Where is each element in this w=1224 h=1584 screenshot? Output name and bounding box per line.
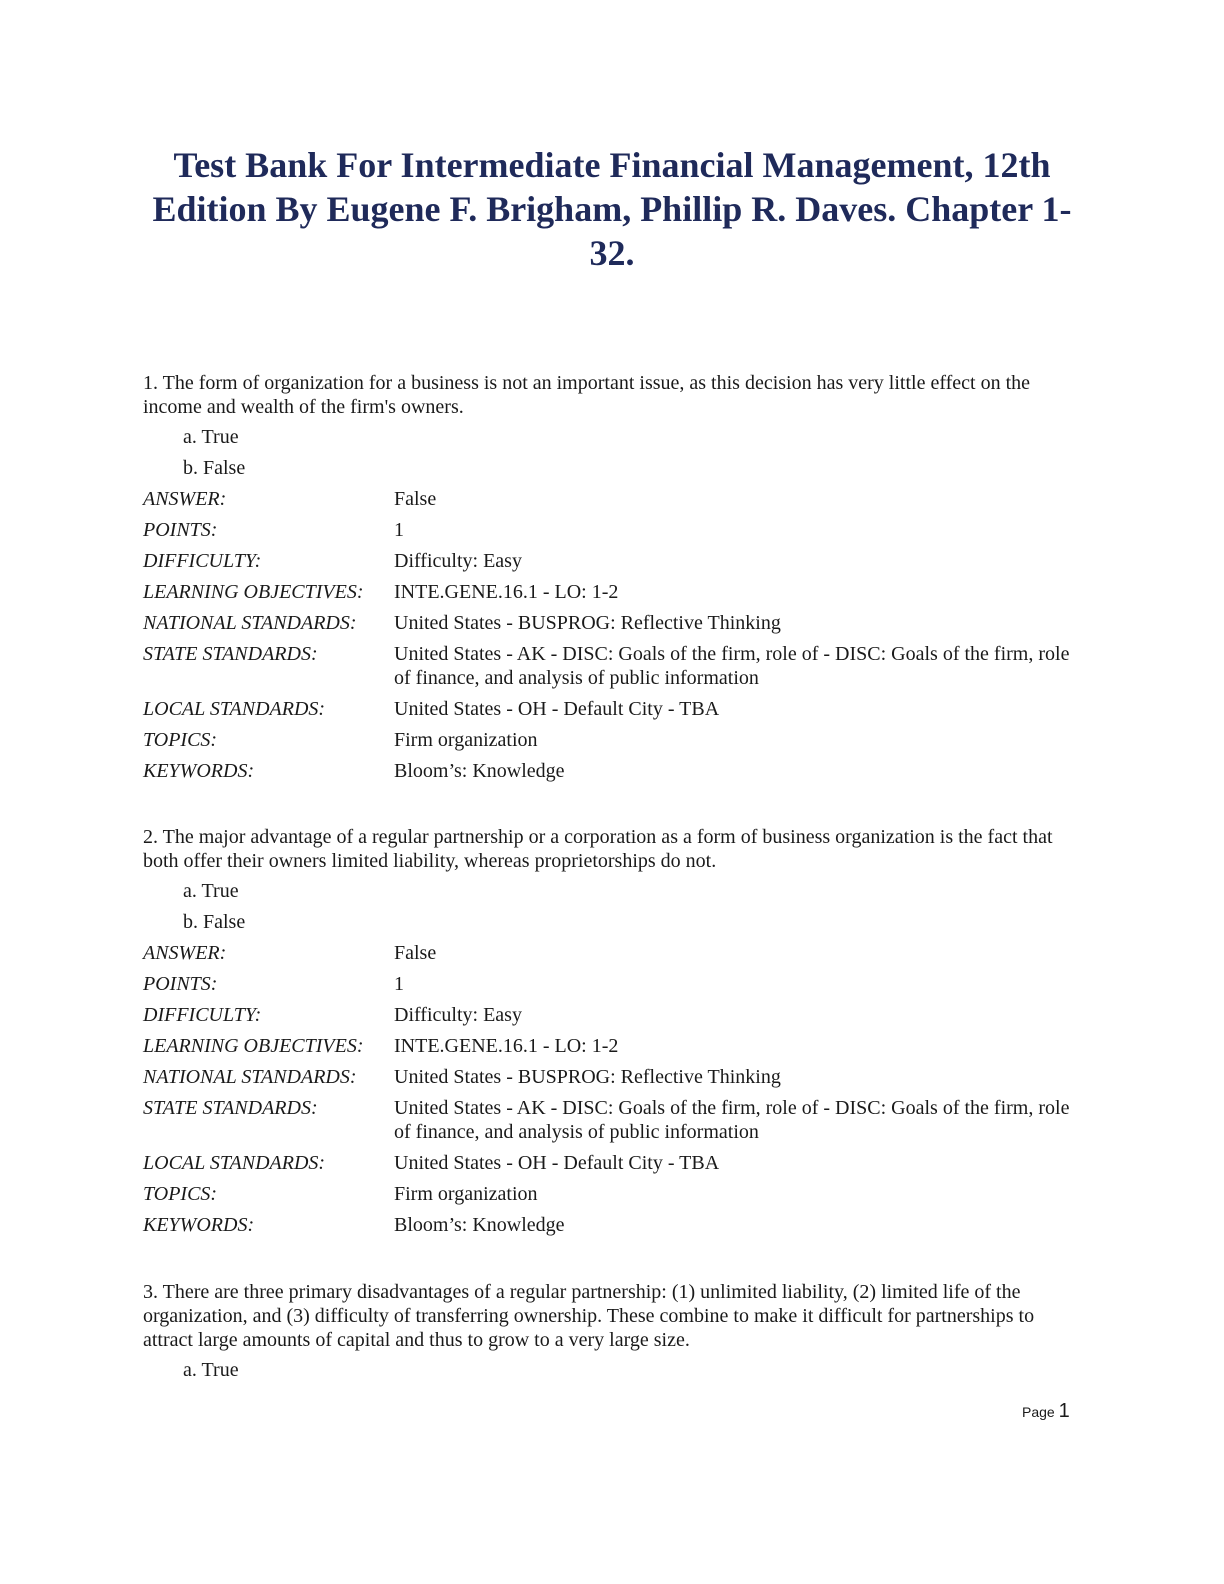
question-metadata: [143, 484, 1083, 787]
meta-local-standards: [143, 694, 1083, 725]
answer-options: [143, 1355, 1083, 1386]
page-label: Page: [1022, 1404, 1055, 1420]
question-1: [143, 371, 1083, 787]
meta-value: Firm organization: [394, 1183, 538, 1205]
meta-value: Bloom’s: Knowledge: [394, 760, 565, 782]
meta-label: TOPICS:: [143, 1183, 218, 1205]
meta-difficulty: [143, 1000, 1083, 1031]
meta-value: False: [394, 942, 437, 964]
question-2: [143, 825, 1083, 1241]
meta-value: United States - OH - Default City - TBA: [394, 698, 720, 720]
meta-value: Difficulty: Easy: [394, 550, 522, 572]
meta-label: ANSWER:: [143, 942, 227, 964]
question-metadata: [143, 938, 1083, 1241]
meta-value: United States - BUSPROG: Reflective Thinking: [394, 1066, 781, 1088]
meta-label: TOPICS:: [143, 729, 218, 751]
meta-label: LOCAL STANDARDS:: [143, 1152, 326, 1174]
meta-label: NATIONAL STANDARDS:: [143, 612, 357, 634]
meta-value: Firm organization: [394, 729, 538, 751]
answer-options: [143, 876, 1083, 938]
meta-value: United States - AK - DISC: Goals of the firm, role of - DISC: Goals of the firm, role of finance, and analysis of public information: [394, 1097, 1070, 1143]
question-stem: 2. The major advantage of a regular partnership or a corporation as a form of business organization is the fact that both offer their owners limited liability, whereas proprietorships do not.: [143, 826, 1053, 872]
meta-state-standards: [143, 1093, 1083, 1148]
question-3: [143, 1280, 1083, 1386]
meta-value: False: [394, 488, 437, 510]
meta-value: INTE.GENE.16.1 - LO: 1-2: [394, 581, 619, 603]
meta-difficulty: [143, 546, 1083, 577]
meta-label: POINTS:: [143, 973, 218, 995]
meta-topics: [143, 1179, 1083, 1210]
meta-value: Bloom’s: Knowledge: [394, 1214, 565, 1236]
meta-label: DIFFICULTY:: [143, 550, 262, 572]
meta-label: LEARNING OBJECTIVES:: [143, 581, 364, 603]
meta-local-standards: [143, 1148, 1083, 1179]
meta-learning-objectives: [143, 577, 1083, 608]
meta-label: STATE STANDARDS:: [143, 643, 318, 665]
meta-answer: [143, 484, 1083, 515]
page-number: [1022, 1400, 1070, 1423]
meta-topics: [143, 725, 1083, 756]
meta-value: 1: [394, 519, 404, 541]
meta-value: 1: [394, 973, 404, 995]
answer-options: [143, 422, 1083, 484]
meta-keywords: [143, 756, 1083, 787]
meta-label: KEYWORDS:: [143, 760, 255, 782]
meta-keywords: [143, 1210, 1083, 1241]
option-a: a. True: [183, 426, 239, 448]
meta-label: NATIONAL STANDARDS:: [143, 1066, 357, 1088]
meta-answer: [143, 938, 1083, 969]
document-title: Test Bank For Intermediate Financial Management, 12th Edition By Eugene F. Brigham, Phillip R. Daves. Chapter 1-32.: [152, 145, 1072, 273]
meta-value: United States - OH - Default City - TBA: [394, 1152, 720, 1174]
meta-value: INTE.GENE.16.1 - LO: 1-2: [394, 1035, 619, 1057]
option-b: b. False: [183, 457, 246, 479]
meta-national-standards: [143, 1062, 1083, 1093]
meta-national-standards: [143, 608, 1083, 639]
meta-value: United States - AK - DISC: Goals of the firm, role of - DISC: Goals of the firm, role of finance, and analysis of public information: [394, 643, 1070, 689]
meta-points: [143, 969, 1083, 1000]
meta-value: United States - BUSPROG: Reflective Thinking: [394, 612, 781, 634]
question-stem: 1. The form of organization for a business is not an important issue, as this decision has very little effect on the income and wealth of the firm's owners.: [143, 372, 1031, 418]
page-number-value: 1: [1058, 1400, 1070, 1422]
meta-label: ANSWER:: [143, 488, 227, 510]
meta-label: POINTS:: [143, 519, 218, 541]
question-stem: 3. There are three primary disadvantages of a regular partnership: (1) unlimited liability, (2) limited life of the organization, and (3) difficulty of transferring ownership. These combine to make it difficult for partnerships to attract large amounts of capital and thus to grow to a very large size.: [143, 1281, 1035, 1351]
meta-label: STATE STANDARDS:: [143, 1097, 318, 1119]
meta-value: Difficulty: Easy: [394, 1004, 522, 1026]
option-b: b. False: [183, 911, 246, 933]
meta-learning-objectives: [143, 1031, 1083, 1062]
meta-label: LEARNING OBJECTIVES:: [143, 1035, 364, 1057]
meta-label: KEYWORDS:: [143, 1214, 255, 1236]
meta-label: DIFFICULTY:: [143, 1004, 262, 1026]
meta-points: [143, 515, 1083, 546]
option-a: a. True: [183, 880, 239, 902]
meta-state-standards: [143, 639, 1083, 694]
option-a: a. True: [183, 1359, 239, 1381]
meta-label: LOCAL STANDARDS:: [143, 698, 326, 720]
